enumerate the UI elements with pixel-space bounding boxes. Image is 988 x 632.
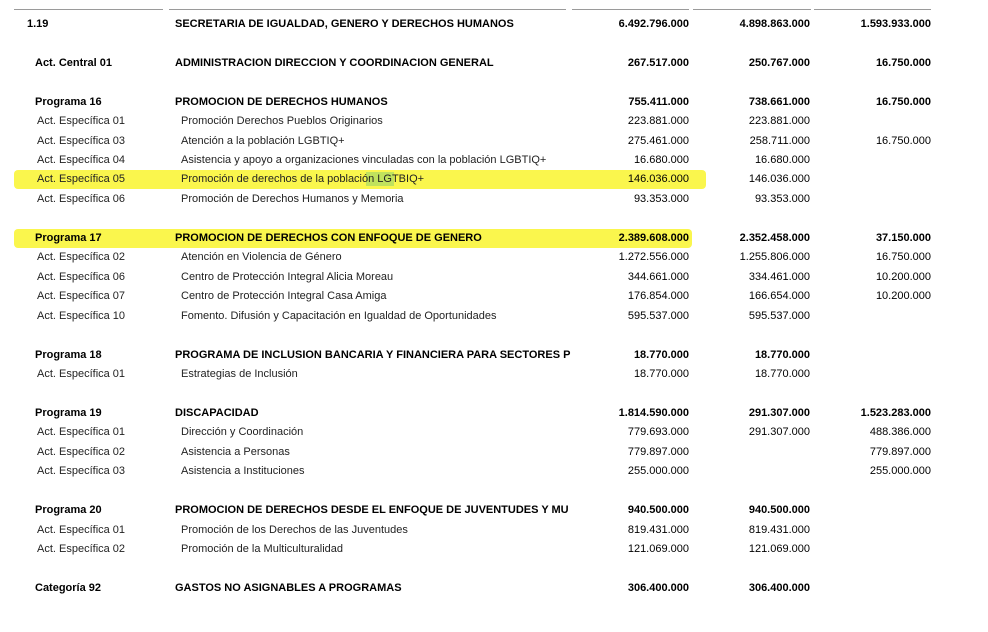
row-description: PROMOCION DE DERECHOS DESDE EL ENFOQUE DE JUVENTUDES Y MU	[175, 504, 569, 516]
row-amount-3: 1.523.283.000	[860, 407, 931, 419]
row-amount-1: 344.661.000	[627, 271, 689, 283]
table-row	[0, 443, 988, 461]
row-code: Act. Específica 01	[37, 368, 126, 380]
row-code: Act. Específica 06	[37, 271, 126, 283]
row-description: PROGRAMA DE INCLUSION BANCARIA Y FINANCIERA PARA SECTORES P	[175, 349, 571, 361]
row-amount-1: 306.400.000	[627, 582, 689, 594]
row-description: ADMINISTRACION DIRECCION Y COORDINACION GENERAL	[175, 57, 494, 69]
row-description: Promoción de Derechos Humanos y Memoria	[181, 193, 404, 205]
table-row-act-central-01	[0, 54, 988, 72]
row-code: Programa 16	[35, 96, 102, 108]
row-amount-2: 2.352.458.000	[739, 232, 810, 244]
row-amount-1: 755.411.000	[628, 96, 689, 108]
table-row	[0, 423, 988, 441]
row-code: Act. Específica 06	[37, 193, 126, 205]
row-amount-2: 940.500.000	[748, 504, 810, 516]
row-description: Estrategias de Inclusión	[181, 368, 298, 380]
table-row-programa-19	[0, 404, 988, 422]
row-code: Programa 18	[35, 349, 102, 361]
row-description: Asistencia a Instituciones	[181, 465, 305, 477]
column-rule	[169, 9, 566, 10]
table-row	[0, 151, 988, 169]
row-amount-1: 267.517.000	[627, 57, 689, 69]
row-code: Act. Específica 10	[37, 310, 126, 322]
row-amount-1: 595.537.000	[627, 310, 689, 322]
row-amount-3: 255.000.000	[869, 465, 931, 477]
row-amount-1: 146.036.000	[627, 173, 689, 185]
row-amount-3: 16.750.000	[875, 135, 931, 147]
row-code: Act. Específica 02	[37, 543, 126, 555]
row-amount-3: 10.200.000	[875, 271, 931, 283]
row-description: Atención a la población LGBTIQ+	[181, 135, 345, 147]
row-description: PROMOCION DE DERECHOS HUMANOS	[175, 96, 388, 108]
row-description: Centro de Protección Integral Alicia Moreau	[181, 271, 394, 283]
row-description: Asistencia y apoyo a organizaciones vinculadas con la población LGBTIQ+	[181, 154, 547, 166]
column-rule	[14, 9, 163, 10]
row-description: Asistencia a Personas	[181, 446, 290, 458]
row-code: Act. Central 01	[35, 57, 113, 69]
row-amount-2: 18.770.000	[754, 368, 810, 380]
row-amount-2: 291.307.000	[748, 407, 810, 419]
row-description: Fomento. Difusión y Capacitación en Igualdad de Oportunidades	[181, 310, 497, 322]
row-code: Programa 20	[35, 504, 102, 516]
row-description: GASTOS NO ASIGNABLES A PROGRAMAS	[175, 582, 402, 594]
column-rule	[814, 9, 931, 10]
row-amount-3: 779.897.000	[869, 446, 931, 458]
row-code: Act. Específica 03	[37, 465, 126, 477]
row-amount-3: 1.593.933.000	[860, 18, 931, 30]
row-amount-1: 1.814.590.000	[618, 407, 689, 419]
row-amount-2: 250.767.000	[748, 57, 810, 69]
row-amount-2: 18.770.000	[754, 349, 810, 361]
row-amount-2: 595.537.000	[748, 310, 810, 322]
row-amount-1: 121.069.000	[627, 543, 689, 555]
row-amount-3: 16.750.000	[875, 57, 931, 69]
row-amount-3: 16.750.000	[875, 251, 931, 263]
row-amount-3: 37.150.000	[875, 232, 931, 244]
row-code: 1.19	[27, 18, 49, 30]
row-description: Promoción de los Derechos de las Juventudes	[181, 524, 408, 536]
row-amount-1: 275.461.000	[627, 135, 689, 147]
row-amount-2: 738.661.000	[748, 96, 810, 108]
row-description: Promoción de la Multiculturalidad	[181, 543, 344, 555]
row-amount-1: 176.854.000	[627, 290, 689, 302]
row-amount-3: 16.750.000	[875, 96, 931, 108]
row-amount-1: 779.693.000	[627, 426, 689, 438]
row-amount-2: 258.711.000	[749, 135, 810, 147]
row-amount-1: 223.881.000	[627, 115, 689, 127]
row-code: Act. Específica 02	[37, 251, 126, 263]
row-description: SECRETARIA DE IGUALDAD, GENERO Y DERECHOS HUMANOS	[175, 18, 514, 30]
row-code: Act. Específica 02	[37, 446, 126, 458]
row-code: Categoría 92	[35, 582, 102, 594]
row-amount-1: 93.353.000	[633, 193, 689, 205]
row-description: Centro de Protección Integral Casa Amiga	[181, 290, 387, 302]
row-amount-2: 121.069.000	[748, 543, 810, 555]
row-amount-1: 940.500.000	[627, 504, 689, 516]
row-amount-2: 819.431.000	[748, 524, 810, 536]
row-description: Dirección y Coordinación	[181, 426, 304, 438]
row-code: Act. Específica 03	[37, 135, 126, 147]
table-row	[0, 190, 988, 208]
row-amount-2: 334.461.000	[748, 271, 810, 283]
row-amount-2: 166.654.000	[748, 290, 810, 302]
row-description: Atención en Violencia de Género	[181, 251, 342, 263]
row-amount-2: 16.680.000	[754, 154, 810, 166]
table-row	[0, 365, 988, 383]
table-row	[0, 268, 988, 286]
row-code: Act. Específica 07	[37, 290, 126, 302]
table-row	[0, 287, 988, 305]
row-code: Act. Específica 04	[37, 154, 126, 166]
row-amount-1: 18.770.000	[633, 349, 689, 361]
row-amount-1: 819.431.000	[627, 524, 689, 536]
table-row-programa-20	[0, 501, 988, 519]
row-description: DISCAPACIDAD	[175, 407, 259, 419]
row-code: Programa 17	[35, 232, 102, 244]
table-row	[0, 540, 988, 558]
row-code: Act. Específica 01	[37, 426, 126, 438]
row-amount-2: 223.881.000	[748, 115, 810, 127]
row-amount-2: 306.400.000	[748, 582, 810, 594]
table-row	[0, 521, 988, 539]
table-row-programa-17	[0, 229, 988, 247]
row-code: Act. Específica 05	[37, 173, 126, 185]
row-amount-1: 255.000.000	[627, 465, 689, 477]
table-row	[0, 132, 988, 150]
row-code: Act. Específica 01	[37, 115, 126, 127]
row-amount-2: 4.898.863.000	[739, 18, 810, 30]
row-amount-1: 779.897.000	[627, 446, 689, 458]
table-row-programa-16	[0, 93, 988, 111]
row-amount-2: 146.036.000	[748, 173, 810, 185]
table-row	[0, 462, 988, 480]
row-code: Programa 19	[35, 407, 102, 419]
row-description: Promoción de derechos de la población LGTBIQ+	[181, 173, 425, 185]
table-row	[0, 307, 988, 325]
row-amount-2: 291.307.000	[748, 426, 810, 438]
row-amount-3: 488.386.000	[869, 426, 931, 438]
row-description: PROMOCION DE DERECHOS CON ENFOQUE DE GENERO	[175, 232, 482, 244]
row-amount-2: 93.353.000	[754, 193, 810, 205]
column-rule	[572, 9, 689, 10]
column-rule	[693, 9, 811, 10]
row-description: Promoción Derechos Pueblos Originarios	[181, 115, 383, 127]
table-row-categoria-92	[0, 579, 988, 597]
row-amount-2: 1.255.806.000	[739, 251, 810, 263]
table-row	[0, 170, 988, 188]
row-amount-1: 1.272.556.000	[618, 251, 689, 263]
table-row	[0, 248, 988, 266]
row-code: Act. Específica 01	[37, 524, 126, 536]
row-amount-1: 16.680.000	[633, 154, 689, 166]
table-row	[0, 112, 988, 130]
row-amount-1: 18.770.000	[633, 368, 689, 380]
row-amount-1: 6.492.796.000	[618, 18, 689, 30]
row-amount-1: 2.389.608.000	[618, 232, 689, 244]
table-row-programa-18	[0, 346, 988, 364]
table-row-secretaria	[0, 15, 988, 33]
row-amount-3: 10.200.000	[875, 290, 931, 302]
